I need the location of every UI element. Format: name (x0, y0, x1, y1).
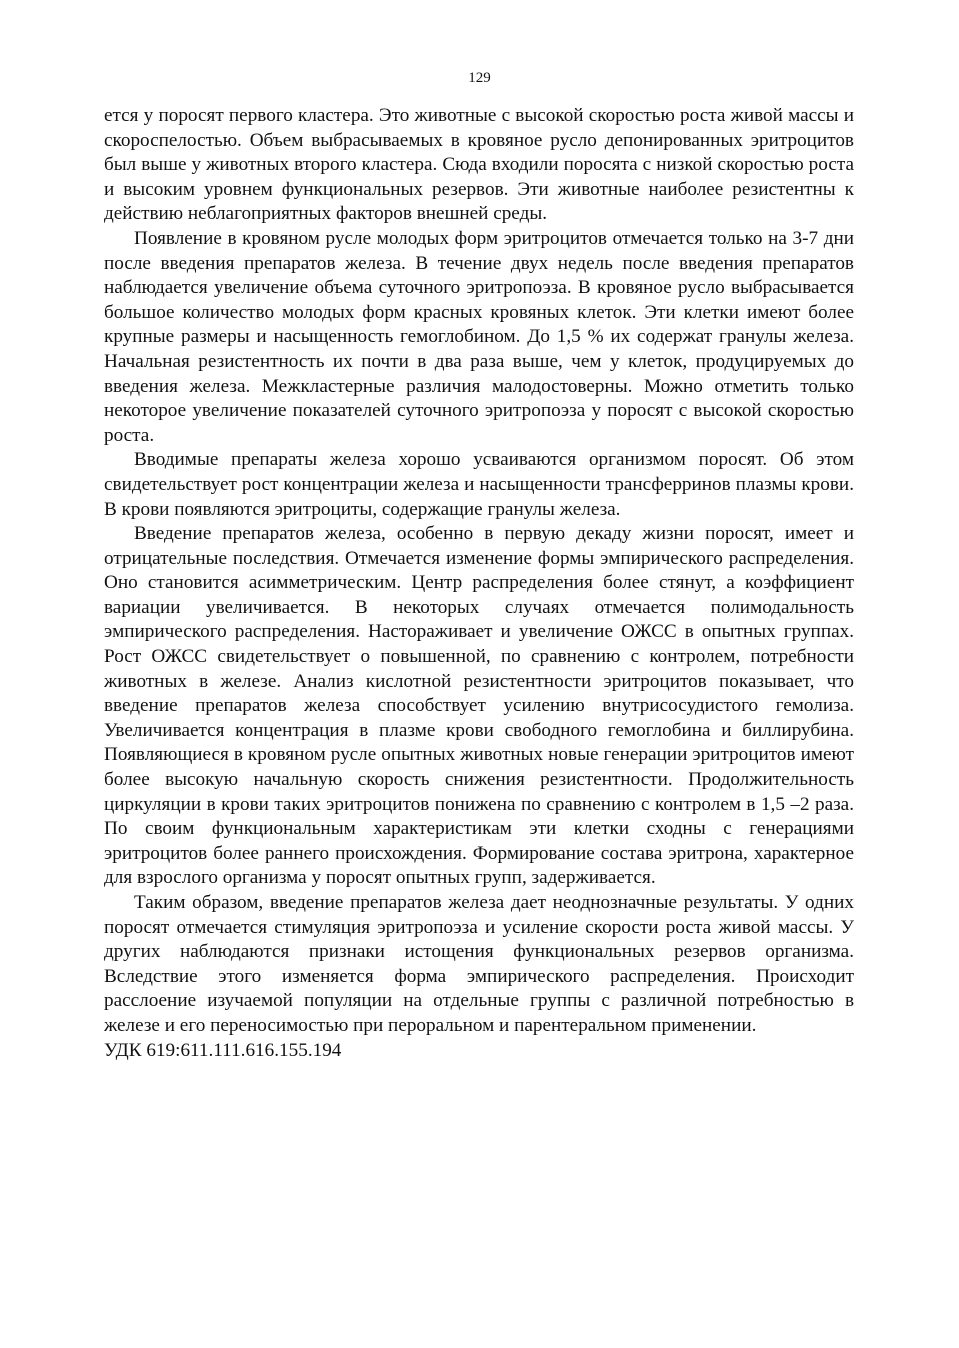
page-number: 129 (468, 70, 491, 86)
paragraph-2: Появление в кровяном русле молодых форм эритроцитов отмечается только на 3-7 дни после введения препаратов железа. В течение двух недель после введения препаратов наблюдается увеличение объема суточного эритропоэза. В кровяное русло выбрасывается большое количество молодых форм красных кровяных клеток. Эти клетки имеют более крупные размеры и насыщенность гемоглобином. До 1,5 % их содержат гранулы железа. Начальная резистентность их почти в два раза выше, чем у клеток, продуцируемых до введения железа. Межкластерные различия малодостоверны. Можно отметить только некоторое увеличение показателей суточного эритропоэза у поросят с высокой скоростью роста. (104, 227, 854, 446)
udk-code: УДК 619:611.111.616.155.194 (104, 1039, 342, 1061)
body-text (104, 104, 854, 1063)
paragraph-1: ется у поросят первого кластера. Это животные с высокой скоростью роста живой массы и скороспелостью. Объем выбрасываемых в кровяное русло депонированных эритроцитов был выше у животных второго кластера. Сюда входили поросята с низкой скоростью роста и высоким уровнем функциональных резервов. Эти животные наиболее резистентны к действию неблагоприятных факторов внешней среды. (104, 105, 854, 225)
paragraph-4: Введение препаратов железа, особенно в первую декаду жизни поросят, имеет и отрицательные последствия. Отмечается изменение формы эмпирического распределения. Оно становится асимметрическим. Центр распределения более стянут, а коэффициент вариации увеличивается. В некоторых случаях отмечается полимодальность эмпирического распределения. Настораживает и увеличение ОЖСС в опытных группах. Рост ОЖСС свидетельствует о повышенной, по сравнению с контролем, потребности животных в железе. Анализ кислотной резистентности эритроцитов показывает, что введение препаратов железа способствует усилению внутрисосудистого гемолиза. Увеличивается концентрация в плазме крови свободного гемоглобина и биллирубина. Появляющиеся в кровяном русле опытных животных новые генерации эритроцитов имеют более высокую начальную скорость снижения резистентности. Продолжительность циркуляции в крови таких эритроцитов понижена по сравнению с контролем в 1,5 –2 раза. По своим функциональным характеристикам эти клетки сходны с генерациями эритроцитов более раннего происхождения. Формирование состава эритрона, характерное для взрослого организма у поросят опытных групп, задерживается. (104, 523, 854, 889)
paragraph-3: Вводимые препараты железа хорошо усваиваются организмом поросят. Об этом свидетельствует рост концентрации железа и насыщенности трансферринов плазмы крови. В крови появляются эритроциты, содержащие гранулы железа. (104, 449, 854, 520)
paragraph-5: Таким образом, введение препаратов железа дает неоднозначные результаты. У одних поросят отмечается стимуляция эритропоэза и усиление скорости роста живой массы. У других наблюдаются признаки истощения функциональных резервов организма. Вследствие этого изменяется форма эмпирического распределения. Происходит расслоение изучаемой популяции на отдельные группы с различной потребностью в железе и его переносимостью при пероральном и парентеральном применении. (104, 892, 854, 1036)
